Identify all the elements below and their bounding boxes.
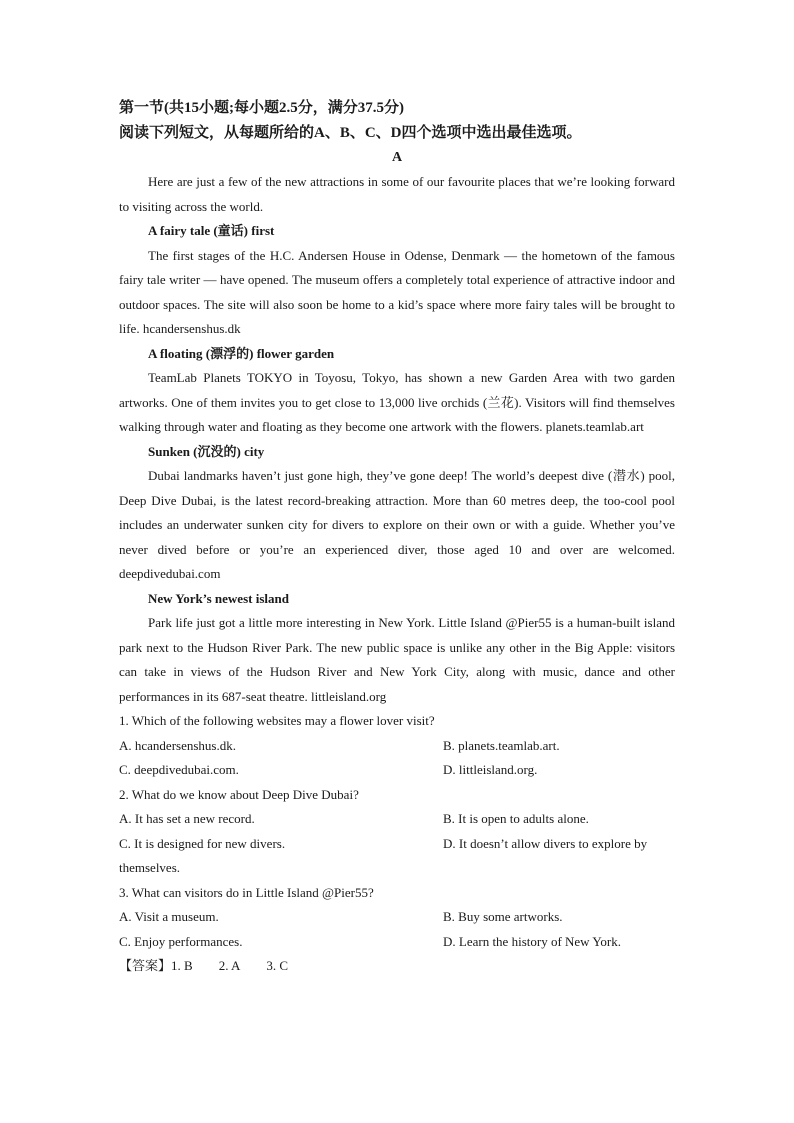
answer-item: 3. C: [266, 958, 289, 973]
option-a: A. It has set a new record.: [119, 811, 255, 826]
intro-paragraph: Here are just a few of the new attractions in some of our favourite places that we’re looking forward to visiting across the world.: [119, 174, 675, 214]
question-stem: 3. What can visitors do in Little Island @Pier55?: [119, 884, 374, 900]
option-d: D. littleisland.org.: [443, 762, 538, 777]
answer-item: 1. B: [171, 958, 193, 973]
question-2: [119, 783, 675, 881]
section-body-flower-garden: TeamLab Planets TOKYO in Toyosu, Tokyo, has shown a new Garden Area with two garden artworks. One of them invites you to get close to 13,000 live orchids (兰花). Visitors will find themselves walking through water and floating as they become one artwork with the flowers. planets.teamlab.art: [119, 370, 675, 434]
section-title-new-york-island: New York’s newest island: [148, 590, 289, 606]
option-d-continuation: themselves.: [119, 860, 181, 875]
instruction: 阅读下列短文，从每题所给的A、B、C、D四个选项中选出最佳选项。: [119, 125, 582, 141]
section-body-sunken-city: Dubai landmarks haven’t just gone high, they’ve gone deep! The world’s deepest dive (潜水) pool, Deep Dive Dubai, is the latest record-breaking attraction. More than 60 metres deep, the too-cool pool includes an underwater sunken city for divers to explore on their own or with a guide. Whether you’ve never dived before or you’re an experienced diver, those aged 10 and over are welcomed. deepdivedubai.com: [119, 468, 675, 581]
option-d: D. Learn the history of New York.: [443, 933, 622, 949]
question-1: [119, 709, 675, 783]
section-heading: 第一节(共15小题;每小题2.5分，满分37.5分): [119, 100, 404, 116]
section-body-new-york-island: Park life just got a little more interesting in New York. Little Island @Pier55 is a human-built island park next to the Hudson River Park. The new public space is unlike any other in the Big Apple: visitors can take in views of the Hudson River and New York City, along with music, dance and other performances in its 687-seat theatre. littleisland.org: [119, 615, 675, 704]
question-3: [119, 881, 675, 955]
section-title-sunken-city: Sunken (沉没的) city: [148, 443, 265, 459]
section-body-fairy-tale: The first stages of the H.C. Andersen House in Odense, Denmark — the hometown of the famous fairy tale writer — have opened. The museum offers a completely total experience of attractive indoor and outdoor spaces. The site will also soon be home to a kid’s space where more fairy tales will be brought to life. hcandersenshus.dk: [119, 247, 675, 336]
option-b: B. planets.teamlab.art.: [443, 737, 560, 753]
question-options: [119, 905, 675, 954]
question-options: [119, 734, 675, 783]
answer-key: [119, 954, 675, 979]
section-title-flower-garden: A floating (漂浮的) flower garden: [148, 345, 335, 361]
option-c: C. It is designed for new divers.: [119, 835, 286, 851]
option-c: C. deepdivedubai.com.: [119, 762, 239, 777]
option-b: B. Buy some artworks.: [443, 909, 563, 924]
question-stem: 2. What do we know about Deep Dive Dubai?: [119, 786, 359, 802]
document-page: [119, 96, 675, 979]
option-c: C. Enjoy performances.: [119, 933, 243, 949]
option-a: A. Visit a museum.: [119, 909, 219, 924]
passage-letter: A: [391, 150, 403, 165]
option-a: A. hcandersenshus.dk.: [119, 737, 236, 753]
answer-item: 2. A: [218, 958, 241, 973]
option-d: D. It doesn’t allow divers to explore by: [443, 835, 648, 851]
question-stem: 1. Which of the following websites may a flower lover visit?: [119, 713, 435, 728]
question-options: [119, 807, 675, 856]
answer-label: 【答案】: [119, 958, 172, 973]
section-title-fairy-tale: A fairy tale (童话) first: [148, 223, 275, 238]
option-b: B. It is open to adults alone.: [443, 811, 589, 826]
